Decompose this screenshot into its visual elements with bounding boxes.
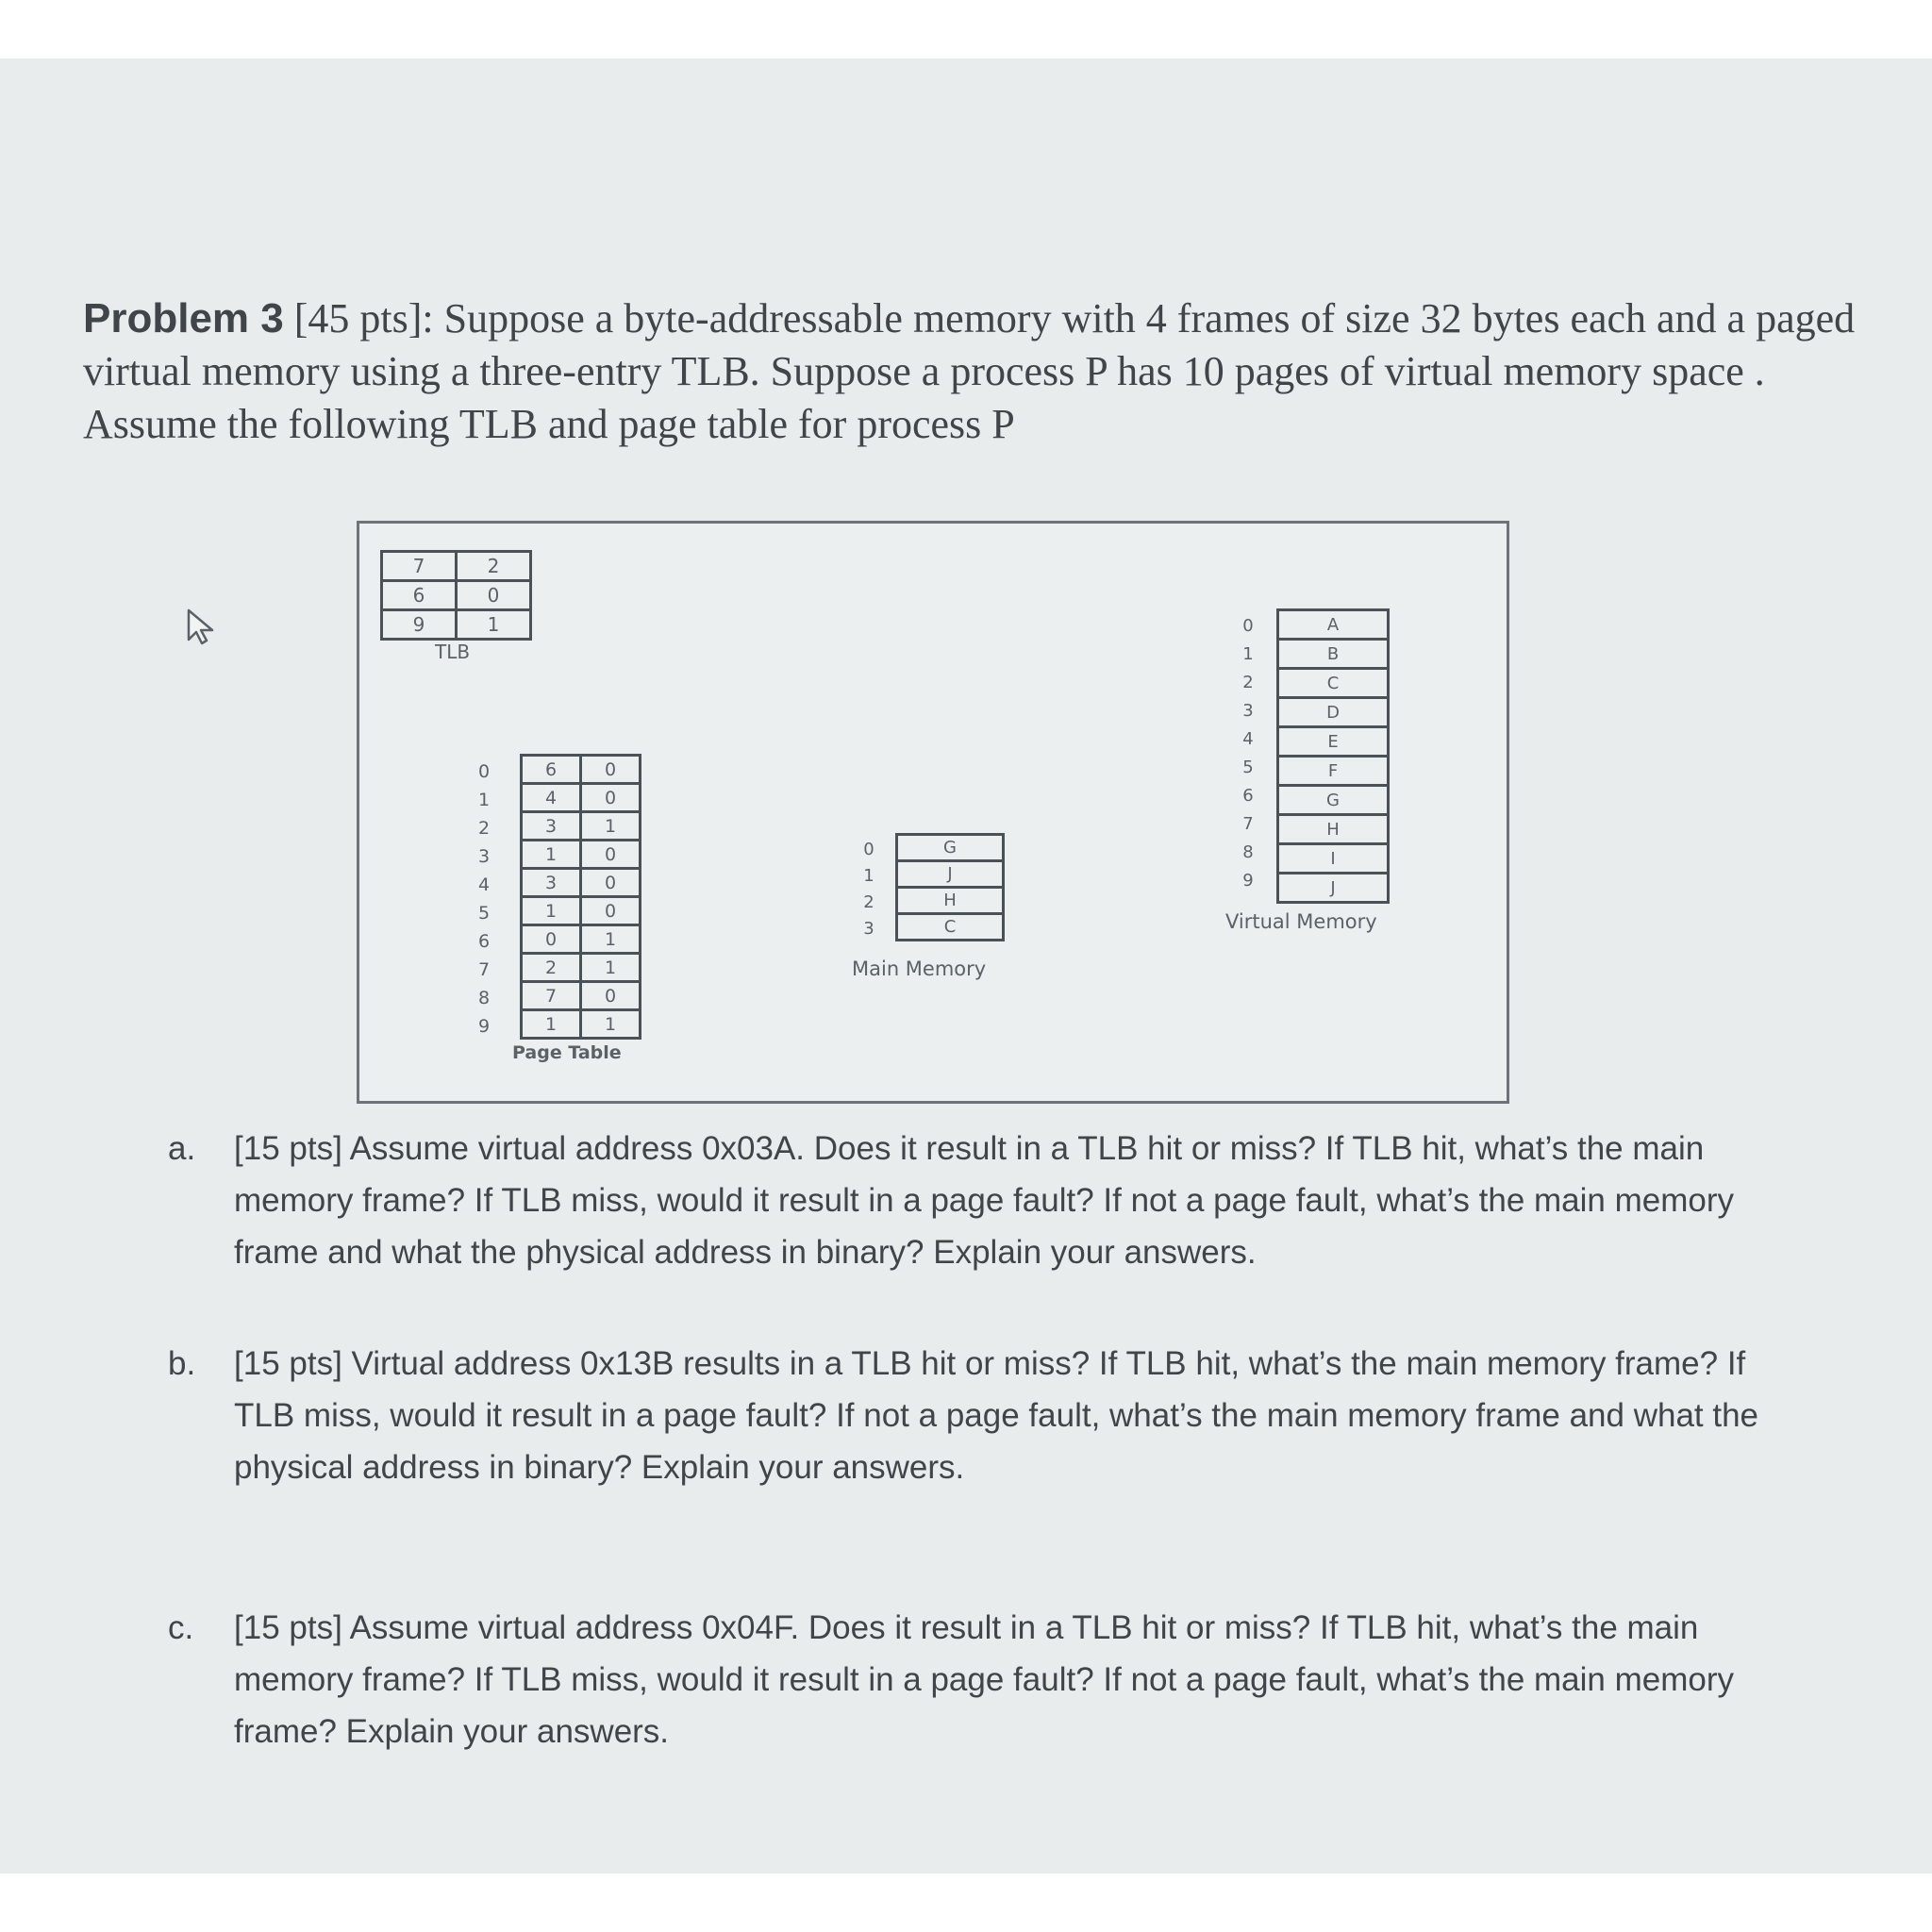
frame-cell: 2 xyxy=(522,954,581,982)
frame-content-cell: H xyxy=(897,888,1004,914)
main-memory-caption: Main Memory xyxy=(852,958,987,980)
page-table-indices xyxy=(473,758,495,1041)
main-memory-row xyxy=(897,861,1004,888)
frame-cell: 3 xyxy=(522,812,581,841)
problem-points: [45 pts]: xyxy=(293,295,434,341)
vpage-index: 0 xyxy=(1242,616,1254,636)
virtual-memory-row xyxy=(1278,844,1389,874)
frame-cell: 1 xyxy=(522,897,581,925)
frame-index: 2 xyxy=(863,892,874,912)
frame-content-cell: J xyxy=(897,861,1004,888)
page-content-cell: B xyxy=(1278,640,1389,669)
vpage-index: 2 xyxy=(1242,673,1254,692)
frame-index: 0 xyxy=(863,840,874,859)
page-content-cell: I xyxy=(1278,844,1389,874)
virtual-memory-row xyxy=(1278,698,1389,727)
virtual-memory-caption: Virtual Memory xyxy=(1225,910,1377,933)
virtual-memory-row xyxy=(1278,786,1389,815)
question-c xyxy=(168,1602,1762,1757)
page-table-row xyxy=(522,784,641,812)
problem-label: Problem 3 xyxy=(83,295,284,341)
page-content-cell: E xyxy=(1278,727,1389,757)
tlb-page-cell: 9 xyxy=(382,610,457,640)
page-index: 9 xyxy=(477,1016,491,1037)
frame-cell: 7 xyxy=(522,982,581,1010)
vpage-index: 6 xyxy=(1242,786,1254,806)
page-index: 4 xyxy=(477,874,491,895)
vpage-index: 3 xyxy=(1242,701,1254,721)
virtual-memory-row xyxy=(1278,757,1389,786)
virtual-memory-row xyxy=(1278,669,1389,698)
virtual-memory-row xyxy=(1278,610,1389,640)
valid-bit-cell: 0 xyxy=(581,897,641,925)
frame-cell: 0 xyxy=(522,925,581,954)
memory-diagram xyxy=(357,521,1509,1104)
page-content-cell: D xyxy=(1278,698,1389,727)
question-letter: b. xyxy=(168,1345,196,1382)
valid-bit-cell: 0 xyxy=(581,756,641,784)
virtual-memory-table xyxy=(1276,608,1390,904)
vpage-index: 5 xyxy=(1242,758,1254,777)
page-content-cell: C xyxy=(1278,669,1389,698)
question-text: [15 pts] Assume virtual address 0x04F. Does it result in a TLB hit or miss? If TLB hit, what’s the main memory frame? If TLB miss, would it result in a page fault? If not a page fault, what’s the main memory frame? Explain your answers. xyxy=(234,1609,1734,1750)
page-content-cell: A xyxy=(1278,610,1389,640)
virtual-memory-row xyxy=(1278,640,1389,669)
question-letter: c. xyxy=(168,1609,194,1646)
tlb-row xyxy=(382,552,531,581)
page-content-cell: J xyxy=(1278,874,1389,903)
tlb-page-cell: 6 xyxy=(382,581,457,610)
virtual-memory-row xyxy=(1278,815,1389,844)
page-table-row xyxy=(522,756,641,784)
frame-cell: 1 xyxy=(522,841,581,869)
page-table xyxy=(520,754,641,1040)
valid-bit-cell: 0 xyxy=(581,784,641,812)
vpage-index: 7 xyxy=(1242,814,1254,834)
page-index: 7 xyxy=(477,959,491,980)
tlb-page-cell: 7 xyxy=(382,552,457,581)
page-table-row xyxy=(522,869,641,897)
valid-bit-cell: 0 xyxy=(581,869,641,897)
tlb-row xyxy=(382,581,531,610)
page-table-row xyxy=(522,954,641,982)
page-index: 2 xyxy=(477,818,491,839)
page-content-cell: F xyxy=(1278,757,1389,786)
problem-text: Suppose a byte-addressable memory with 4 frames of size 32 bytes each and a paged virtual memory using a three-entry TLB. Suppose a process P has 10 pages of virtual memory space . Assume the following TLB and page table for process P xyxy=(83,295,1856,447)
frame-content-cell: G xyxy=(897,835,1004,861)
frame-index: 3 xyxy=(863,919,874,939)
main-memory-table xyxy=(895,833,1005,941)
valid-bit-cell: 0 xyxy=(581,841,641,869)
page-table-row xyxy=(522,812,641,841)
main-memory-indices xyxy=(858,837,880,942)
tlb-frame-cell: 1 xyxy=(457,610,531,640)
tlb-caption: TLB xyxy=(435,641,471,663)
vpage-index: 1 xyxy=(1242,644,1254,664)
question-text: [15 pts] Virtual address 0x13B results in a TLB hit or miss? If TLB hit, what’s the main memory frame? If TLB miss, would it result in a page fault? If not a page fault, what’s the main memory frame and what the physical address in binary? Explain your answers. xyxy=(234,1345,1759,1486)
frame-cell: 6 xyxy=(522,756,581,784)
valid-bit-cell: 0 xyxy=(581,982,641,1010)
page-index: 8 xyxy=(477,988,491,1008)
page-table-row xyxy=(522,982,641,1010)
frame-cell: 4 xyxy=(522,784,581,812)
document-photo xyxy=(0,58,1932,1874)
tlb-row xyxy=(382,610,531,640)
question-letter: a. xyxy=(168,1130,196,1167)
valid-bit-cell: 1 xyxy=(581,812,641,841)
vpage-index: 8 xyxy=(1242,842,1254,862)
mouse-pointer-icon xyxy=(185,608,217,650)
main-memory-row xyxy=(897,914,1004,941)
page-table-row xyxy=(522,925,641,954)
tlb-frame-cell: 0 xyxy=(457,581,531,610)
page-table-row xyxy=(522,897,641,925)
question-a xyxy=(168,1123,1762,1278)
virtual-memory-row xyxy=(1278,874,1389,903)
page-table-caption: Page Table xyxy=(512,1042,622,1063)
frame-cell: 3 xyxy=(522,869,581,897)
question-text: [15 pts] Assume virtual address 0x03A. Does it result in a TLB hit or miss? If TLB hit, what’s the main memory frame? If TLB miss, would it result in a page fault? If not a page fault, what’s the main memory frame and what the physical address in binary? Explain your answers. xyxy=(234,1130,1734,1271)
page-table-row xyxy=(522,841,641,869)
page-table-row xyxy=(522,1010,641,1039)
valid-bit-cell: 1 xyxy=(581,1010,641,1039)
page-index: 3 xyxy=(477,846,491,867)
tlb-frame-cell: 2 xyxy=(457,552,531,581)
main-memory-row xyxy=(897,835,1004,861)
frame-cell: 1 xyxy=(522,1010,581,1039)
vpage-index: 9 xyxy=(1242,871,1254,891)
valid-bit-cell: 1 xyxy=(581,954,641,982)
main-memory-row xyxy=(897,888,1004,914)
page-index: 6 xyxy=(477,931,491,952)
problem-statement xyxy=(83,292,1857,451)
virtual-memory-indices xyxy=(1237,612,1259,895)
frame-content-cell: C xyxy=(897,914,1004,941)
valid-bit-cell: 1 xyxy=(581,925,641,954)
vpage-index: 4 xyxy=(1242,729,1254,749)
question-b xyxy=(168,1338,1762,1493)
page-content-cell: H xyxy=(1278,815,1389,844)
page-index: 0 xyxy=(477,761,491,782)
tlb-table xyxy=(380,550,532,641)
page-index: 5 xyxy=(477,903,491,924)
page-index: 1 xyxy=(477,790,491,810)
frame-index: 1 xyxy=(863,866,874,886)
virtual-memory-row xyxy=(1278,727,1389,757)
page-content-cell: G xyxy=(1278,786,1389,815)
